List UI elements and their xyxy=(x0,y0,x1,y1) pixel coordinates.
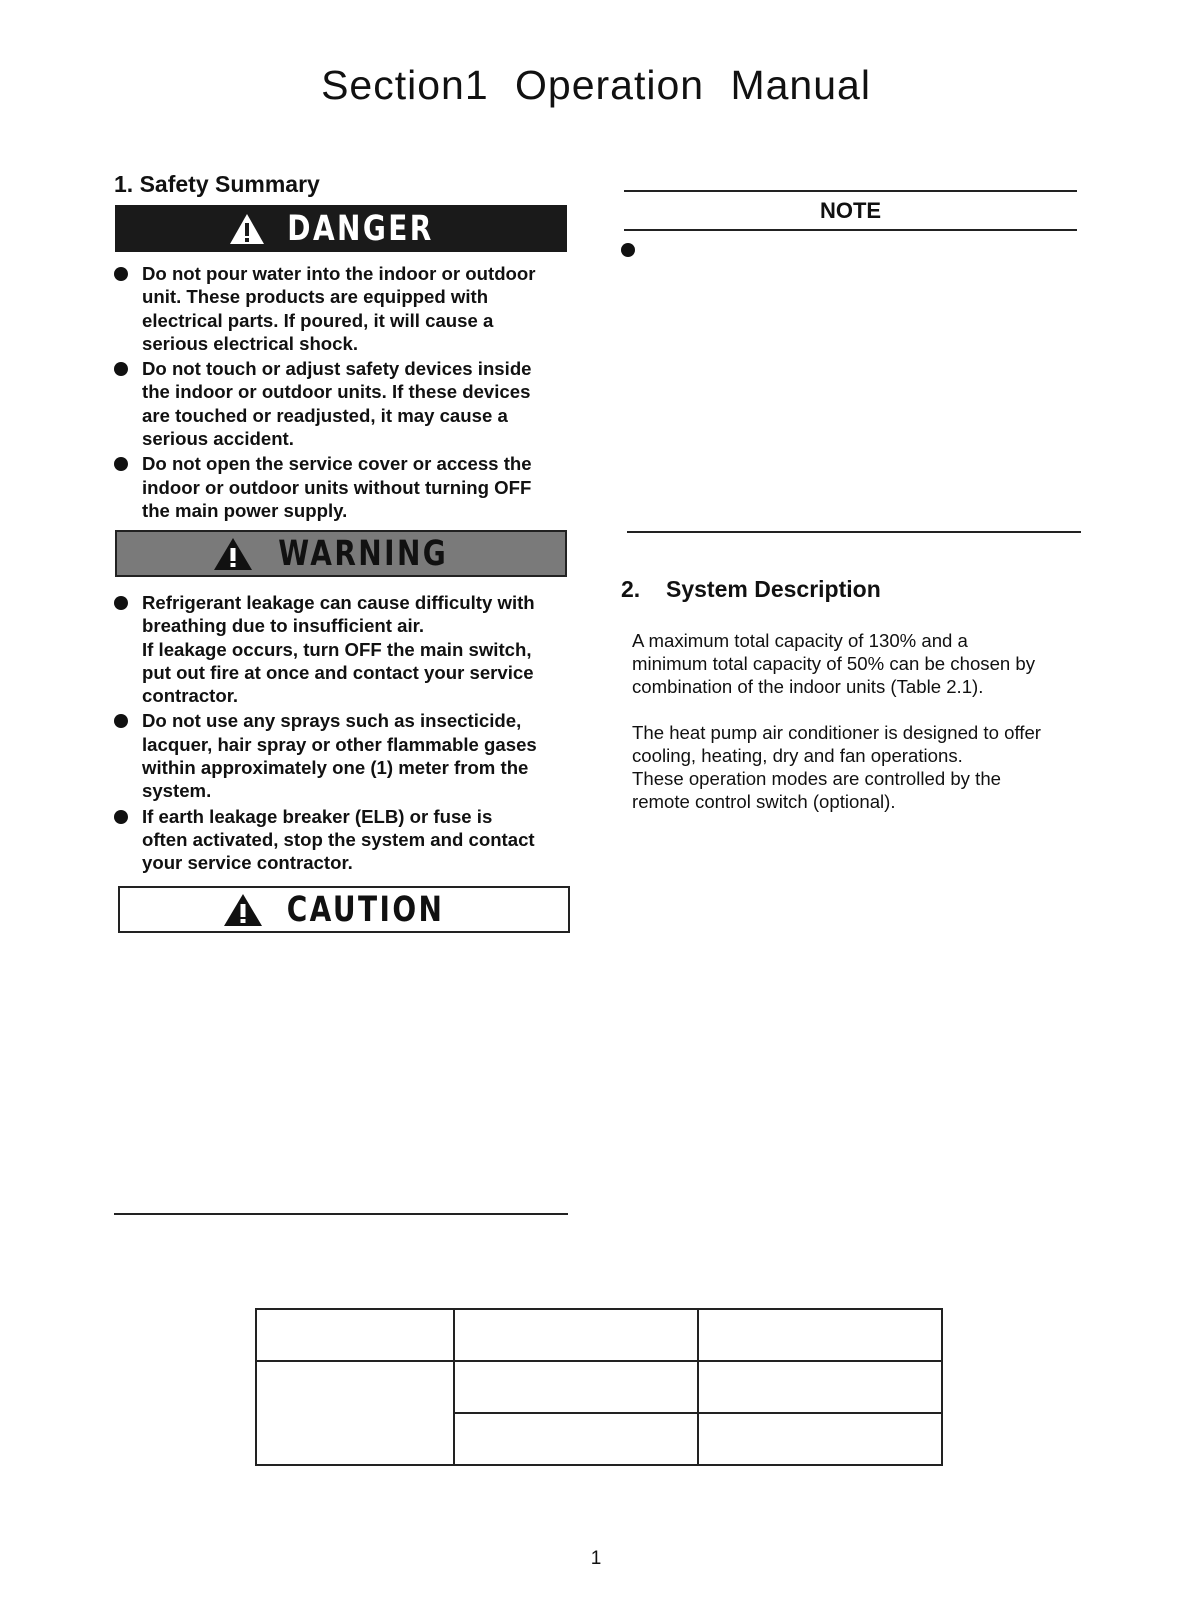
warning-triangle-icon xyxy=(223,893,263,927)
bullet-dot-icon xyxy=(114,362,128,376)
caution-banner xyxy=(118,886,570,933)
bullet-dot-icon xyxy=(114,457,128,471)
note-title-rule xyxy=(624,229,1077,231)
bullet-dot-icon xyxy=(114,714,128,728)
bullet-dot-icon xyxy=(114,267,128,281)
bullet-dot-icon xyxy=(114,596,128,610)
table-cell xyxy=(256,1309,454,1361)
caution-label: CAUTION xyxy=(287,889,445,930)
page-number: 1 xyxy=(590,1548,602,1569)
system-paragraph-2: The heat pump air conditioner is designed to offer cooling, heating, dry and fan operations. These operation modes are controlled by the remote control switch (optional). xyxy=(632,722,1041,812)
danger-list xyxy=(112,262,572,522)
table-cell xyxy=(454,1309,698,1361)
table-cell xyxy=(698,1309,942,1361)
table-cell xyxy=(698,1413,942,1465)
warning-triangle-icon xyxy=(213,537,253,571)
list-item: Refrigerant leakage can cause difficulty with breathing due to insufficient air. If leakage occurs, turn OFF the main switch, put out fire at once and contact your service contractor. xyxy=(112,591,572,707)
system-description-heading: System Description xyxy=(666,576,881,602)
table-cell xyxy=(698,1361,942,1413)
capacity-table xyxy=(255,1308,943,1466)
bullet-dot-icon xyxy=(114,810,128,824)
table-cell xyxy=(454,1361,698,1413)
note-bottom-rule xyxy=(627,531,1081,533)
safety-summary-heading: 1. Safety Summary xyxy=(114,171,320,197)
note-title: NOTE xyxy=(819,198,882,223)
system-heading-number: 2. xyxy=(621,576,641,602)
page-title: Section1 Operation Manual xyxy=(321,62,871,108)
warning-banner xyxy=(115,530,567,577)
danger-label: DANGER xyxy=(287,208,435,249)
list-item: Do not use any sprays such as insecticide, lacquer, hair spray or other flammable gases within approximately one (1) meter from the system. xyxy=(112,709,572,802)
danger-banner xyxy=(115,205,567,252)
warning-label: WARNING xyxy=(278,533,448,574)
warning-list xyxy=(112,591,572,875)
note-top-rule xyxy=(624,190,1077,192)
warning-triangle-icon xyxy=(229,213,265,245)
list-item: If earth leakage breaker (ELB) or fuse is often activated, stop the system and contact your service contractor. xyxy=(112,805,572,875)
table-cell xyxy=(454,1413,698,1465)
bullet-dot-icon xyxy=(621,243,635,257)
caution-end-rule xyxy=(114,1213,568,1215)
table-cell xyxy=(256,1361,454,1465)
table-row xyxy=(256,1309,942,1361)
table-row xyxy=(256,1361,942,1413)
list-item: Do not touch or adjust safety devices inside the indoor or outdoor units. If these devices are touched or readjusted, it may cause a serious accident. xyxy=(112,357,572,450)
list-item: Do not open the service cover or access the indoor or outdoor units without turning OFF the main power supply. xyxy=(112,452,572,522)
list-item: Do not pour water into the indoor or outdoor unit. These products are equipped with electrical parts. If poured, it will cause a serious electrical shock. xyxy=(112,262,572,355)
system-paragraph-1: A maximum total capacity of 130% and a minimum total capacity of 50% can be chosen by combination of the indoor units (Table 2.1). xyxy=(632,630,1036,697)
